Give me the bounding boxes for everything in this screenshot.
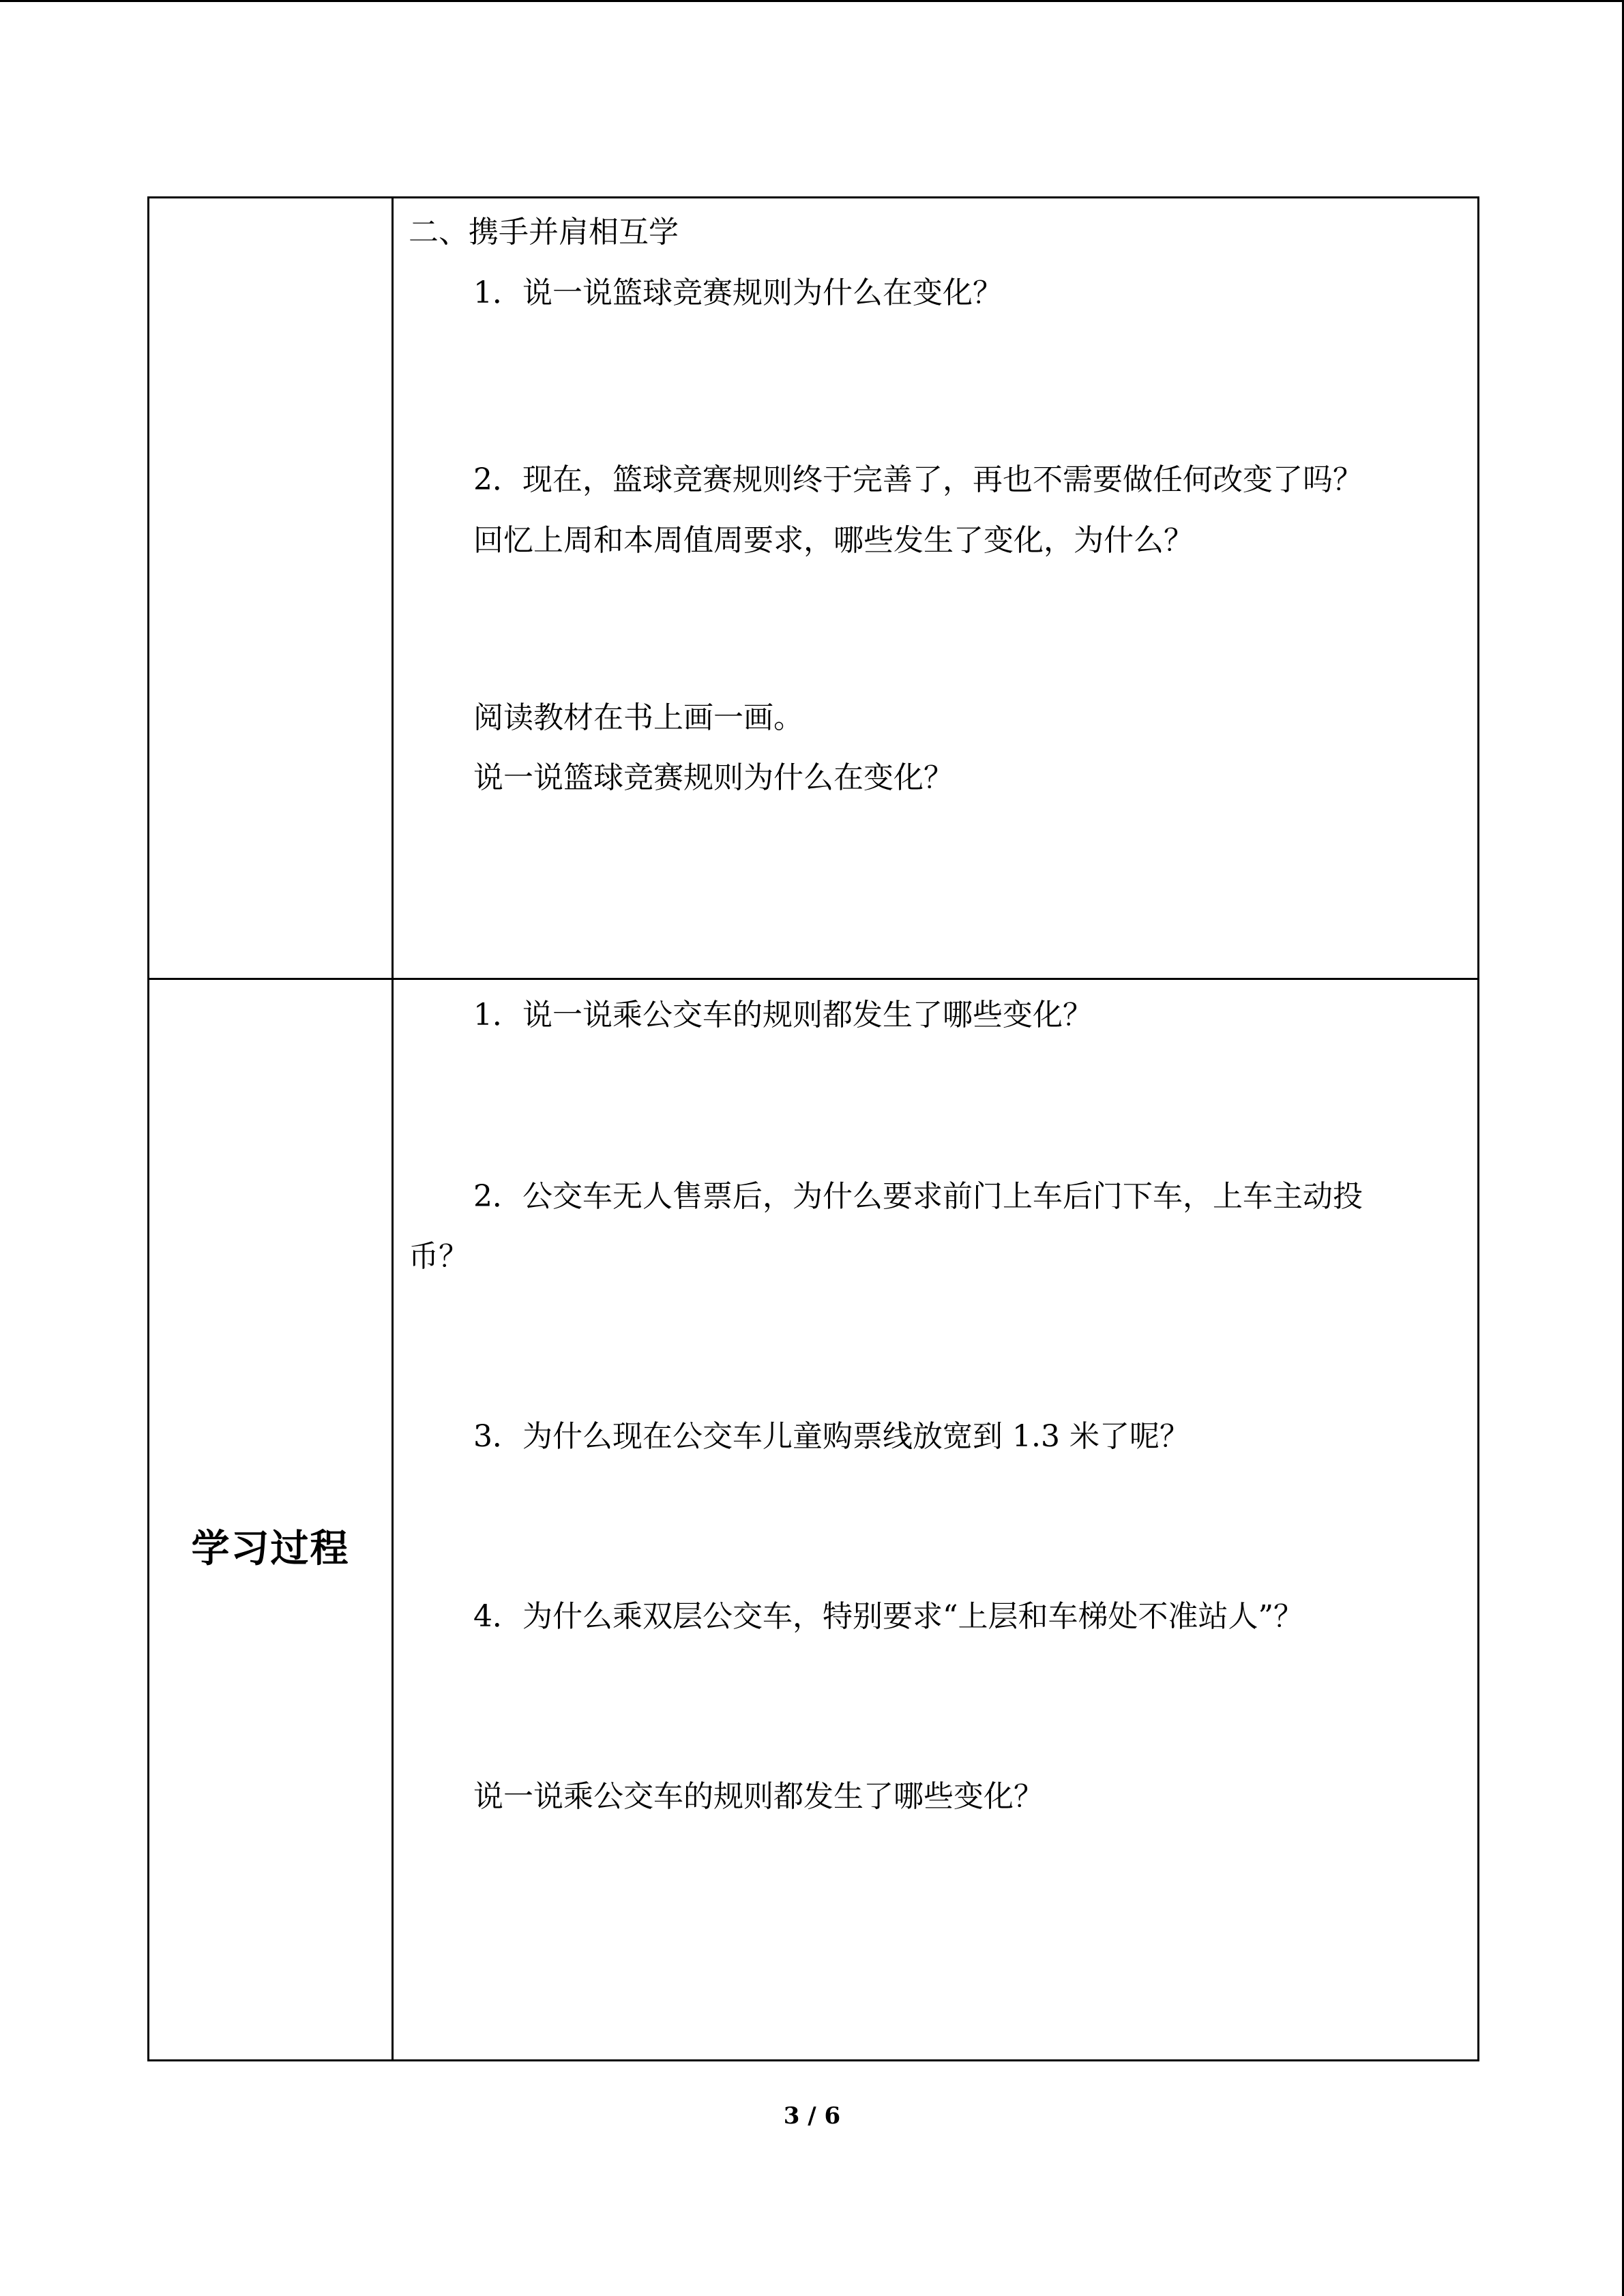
row-label-cell: [149, 979, 393, 2061]
content-cell-discussion: [393, 198, 1479, 979]
question-text: 1．说一说篮球竞赛规则为什么在变化？: [473, 275, 1003, 310]
table-row: [149, 979, 1479, 2061]
question-text: 4．为什么乘双层公交车，特别要求“上层和车梯处不准站人”？: [473, 1599, 1303, 1634]
row-label-learning-process: 学习过程: [191, 1526, 350, 1571]
question-text: 1．说一说乘公交车的规则都发生了哪些变化？: [473, 998, 1093, 1032]
page-number: 3 / 6: [783, 2102, 841, 2130]
content-cell-bus-rules: [393, 979, 1479, 2061]
question-text: 说一说乘公交车的规则都发生了哪些变化？: [473, 1779, 1044, 1814]
question-text: 回忆上周和本周值周要求，哪些发生了变化，为什么？: [473, 523, 1194, 558]
question-text-continued: 币？: [409, 1239, 469, 1274]
worksheet-table: [147, 196, 1479, 2061]
question-text: 2．现在，篮球竞赛规则终于完善了，再也不需要做任何改变了吗？: [473, 462, 1363, 497]
question-text: 3．为什么现在公交车儿童购票线放宽到 1.3 米了呢？: [473, 1419, 1190, 1454]
question-text: 说一说篮球竞赛规则为什么在变化？: [473, 760, 954, 795]
section-heading: 二、携手并肩相互学: [409, 215, 679, 250]
page-border-top: [0, 0, 1624, 2]
row-label-cell: [149, 198, 393, 979]
table-row: [149, 198, 1479, 979]
question-text: 2．公交车无人售票后，为什么要求前门上车后门下车，上车主动投: [473, 1179, 1363, 1214]
instruction-text: 阅读教材在书上画一画。: [473, 700, 803, 735]
